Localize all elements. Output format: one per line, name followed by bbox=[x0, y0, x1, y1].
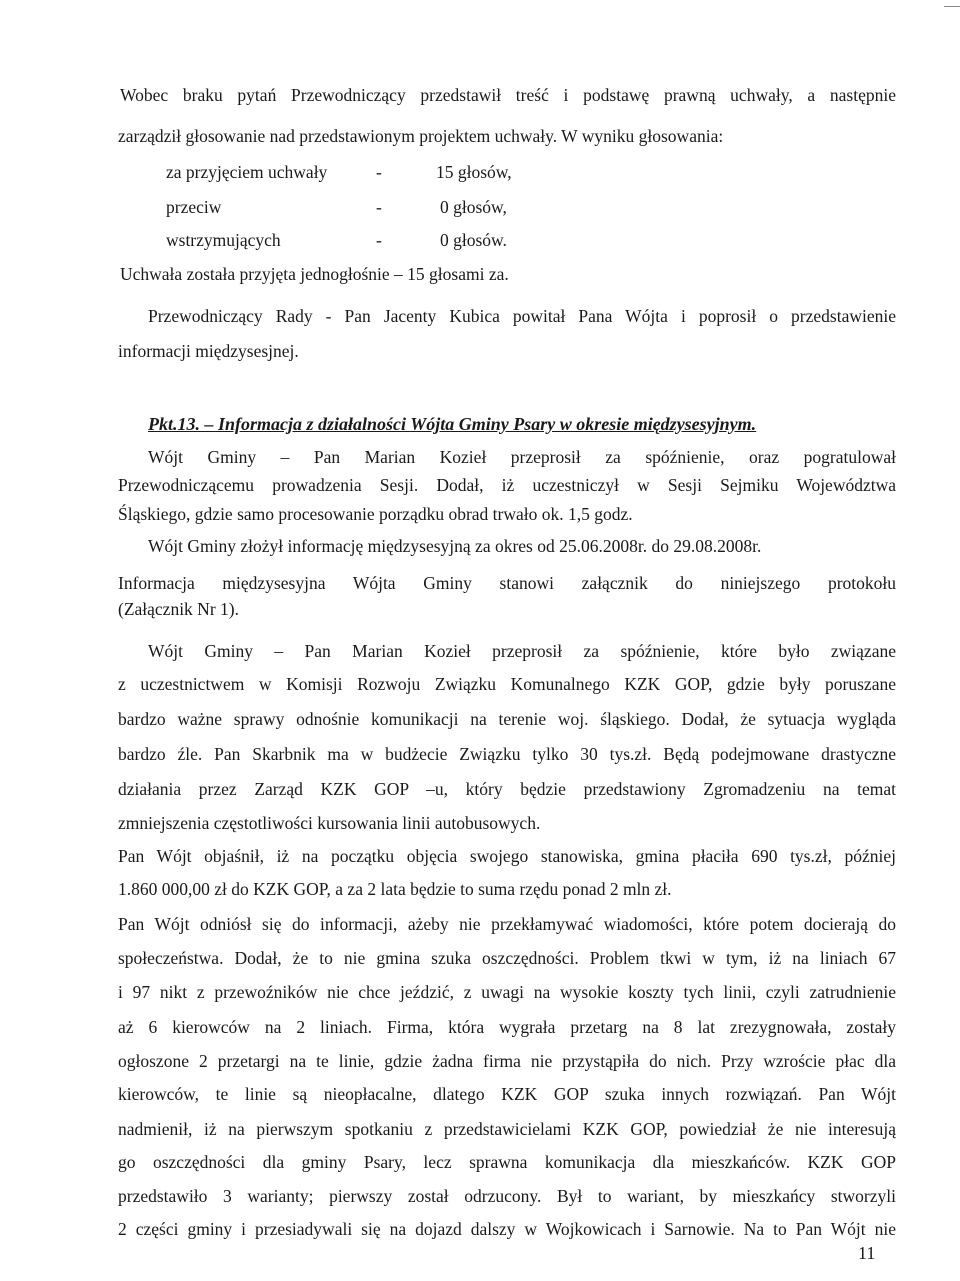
resolution-result: Uchwała została przyjęta jednogłośnie – 15 głosami za. bbox=[120, 264, 509, 284]
chairman-welcome-line-1: Przewodniczący Rady - Pan Jacenty Kubica powitał Pana Wójta i poprosił o przedstawienie bbox=[148, 306, 896, 326]
carriers-line-5: ogłoszone 2 przetargi na te linie, gdzie żadna firma nie przystąpiła do nich. Przy wzroście płac dla bbox=[118, 1051, 896, 1071]
carriers-line-9: przedstawiło 3 warianty; pierwszy został odrzucony. Był to wariant, by mieszkańcy stworzyli bbox=[118, 1186, 896, 1206]
payment-line-1: Pan Wójt objaśnił, iż na początku objęcia swojego stanowiska, gmina płaciła 690 tys.zł, później bbox=[118, 846, 896, 866]
kzk-line-1: Wójt Gminy – Pan Marian Kozieł przeprosił za spóźnienie, które było związane bbox=[148, 641, 896, 661]
report-paragraph: Wójt Gminy złożył informację międzysesyjną za okres od 25.06.2008r. do 29.08.2008r. bbox=[148, 536, 762, 556]
apology-line-1: Wójt Gminy – Pan Marian Kozieł przeprosił za spóźnienie, oraz pogratulował bbox=[148, 447, 896, 467]
carriers-line-7: nadmienił, iż na pierwszym spotkaniu z przedstawicielami KZK GOP, powiedział że nie interesują bbox=[118, 1119, 896, 1139]
vote-label: wstrzymujących bbox=[166, 230, 281, 250]
attachment-line-2: (Załącznik Nr 1). bbox=[118, 599, 239, 619]
carriers-line-3: i 97 nikt z przewoźników nie chce jeździć, z uwagi na wysokie koszty tych linii, czyli zatrudnienie bbox=[118, 982, 896, 1002]
vote-count: 0 głosów. bbox=[440, 230, 507, 250]
kzk-line-6: zmniejszenia częstotliwości kursowania linii autobusowych. bbox=[118, 813, 541, 833]
votes-intro-line-1: Wobec braku pytań Przewodniczący przedstawił treść i podstawę prawną uchwały, a następnie bbox=[120, 85, 896, 105]
page-number: 11 bbox=[858, 1243, 876, 1263]
apology-line-3: Śląskiego, gdzie samo procesowanie porządku obrad trwało ok. 1,5 godz. bbox=[118, 504, 633, 524]
vote-count: 15 głosów, bbox=[436, 162, 512, 182]
carriers-line-4: aż 6 kierowców na 2 liniach. Firma, która wygrała przetarg na 8 lat zrezygnowała, zostały bbox=[118, 1017, 896, 1037]
chairman-welcome-line-2: informacji międzysesjnej. bbox=[118, 341, 299, 361]
scan-edge-mark bbox=[944, 6, 960, 7]
vote-label: przeciw bbox=[166, 197, 222, 217]
carriers-line-8: go oszczędności dla gminy Psary, lecz sprawna komunikacja dla mieszkańców. KZK GOP bbox=[118, 1152, 896, 1172]
kzk-line-2: z uczestnictwem w Komisji Rozwoju Związku Komunalnego KZK GOP, gdzie były poruszane bbox=[118, 674, 896, 694]
kzk-line-3: bardzo ważne sprawy odnośnie komunikacji na terenie woj. śląskiego. Dodał, że sytuacja wygląda bbox=[118, 709, 896, 729]
vote-dash: - bbox=[376, 197, 382, 217]
attachment-line-1: Informacja międzysesyjna Wójta Gminy stanowi załącznik do niniejszego protokołu bbox=[118, 573, 896, 593]
kzk-line-5: działania przez Zarząd KZK GOP –u, który będzie przedstawiony Zgromadzeniu na temat bbox=[118, 779, 896, 799]
section-heading: Pkt.13. – Informacja z działalności Wójta Gminy Psary w okresie międzysesyjnym. bbox=[148, 414, 757, 434]
vote-count: 0 głosów, bbox=[440, 197, 507, 217]
carriers-line-1: Pan Wójt odniósł się do informacji, ażeby nie przekłamywać wiadomości, które potem docierają do bbox=[118, 914, 896, 934]
vote-dash: - bbox=[376, 162, 382, 182]
payment-line-2: 1.860 000,00 zł do KZK GOP, a za 2 lata będzie to suma rzędu ponad 2 mln zł. bbox=[118, 879, 672, 899]
votes-intro-line-2: zarządził głosowanie nad przedstawionym projektem uchwały. W wyniku głosowania: bbox=[118, 126, 724, 146]
vote-dash: - bbox=[376, 230, 382, 250]
carriers-line-6: kierowców, te linie są nieopłacalne, dlatego KZK GOP szuka innych rozwiązań. Pan Wójt bbox=[118, 1084, 896, 1104]
carriers-line-2: społeczeństwa. Dodał, że to nie gmina szuka oszczędności. Problem tkwi w tym, iż na liniach 67 bbox=[118, 948, 896, 968]
vote-label: za przyjęciem uchwały bbox=[166, 162, 328, 182]
carriers-line-10: 2 części gminy i przesiadywali się na dojazd dalszy w Wojkowicach i Sarnowie. Na to Pan Wójt nie bbox=[118, 1219, 896, 1239]
kzk-line-4: bardzo źle. Pan Skarbnik ma w budżecie Związku tylko 30 tys.zł. Będą podejmowane drastyczne bbox=[118, 744, 896, 764]
apology-line-2: Przewodniczącemu prowadzenia Sesji. Dodał, iż uczestniczył w Sesji Sejmiku Województwa bbox=[118, 475, 896, 495]
